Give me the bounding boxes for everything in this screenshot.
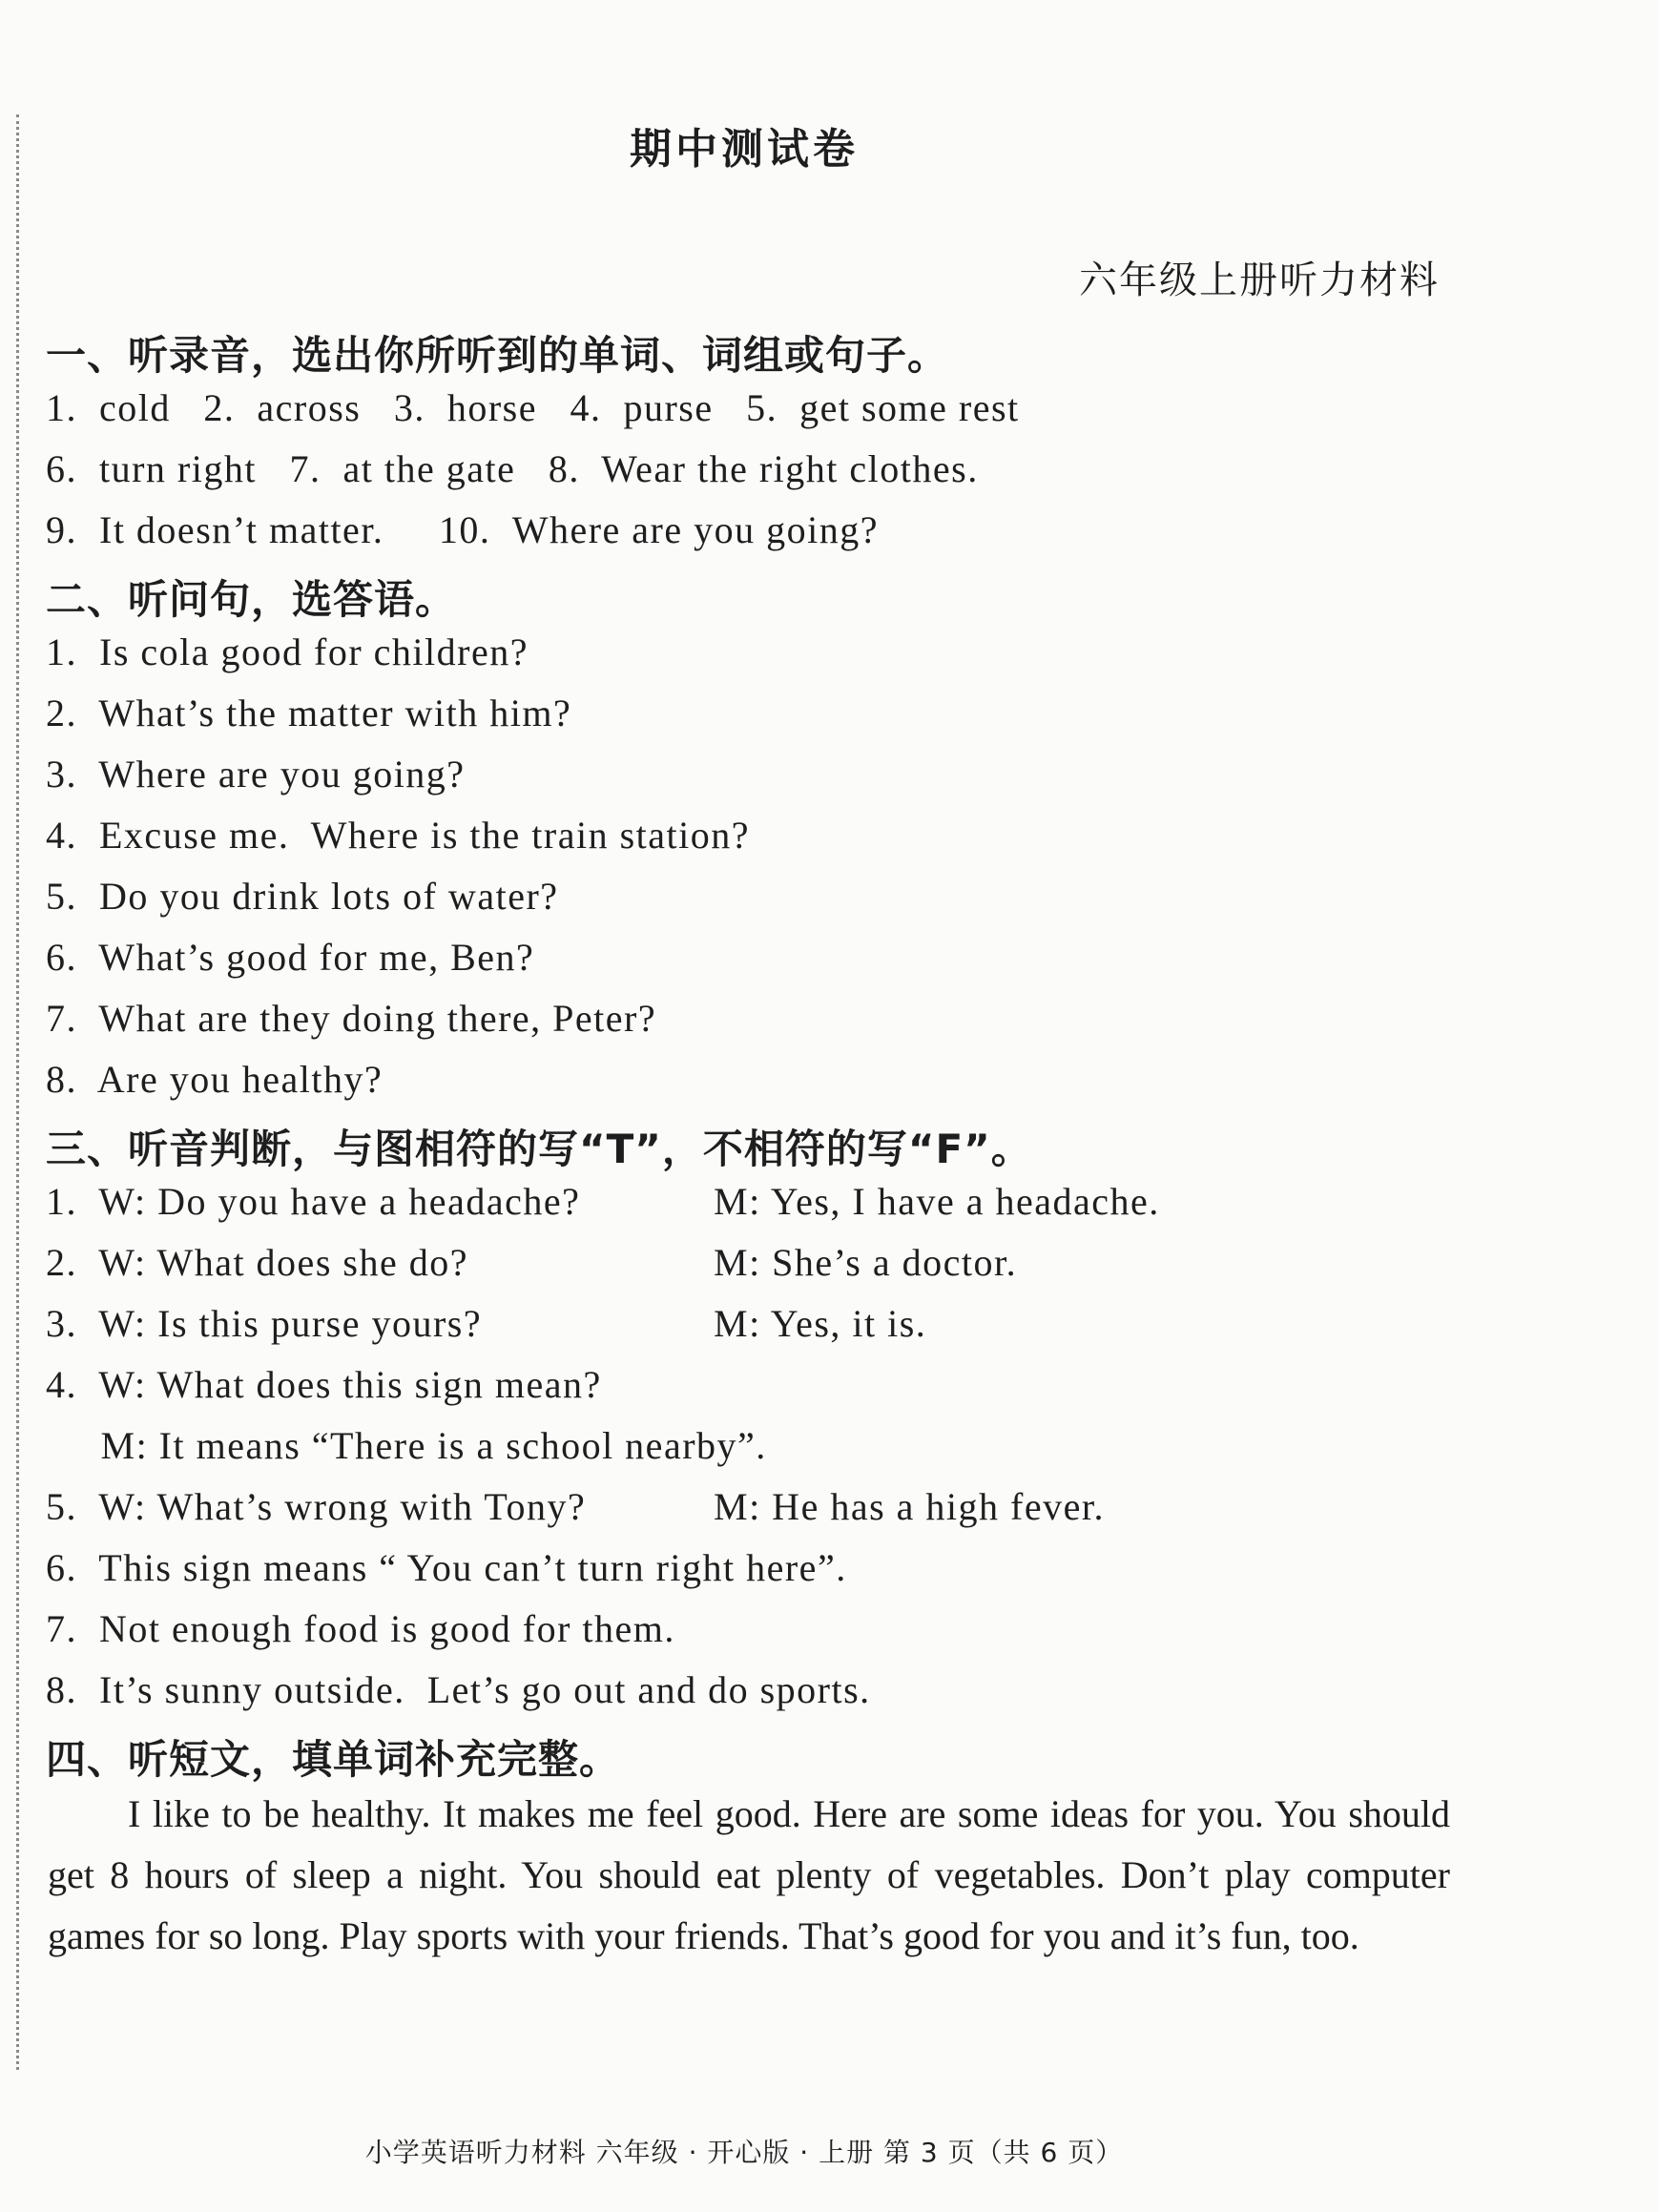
s3-line-3-m: M: Yes, it is.: [714, 1302, 927, 1345]
s2-line-1: 1. Is cola good for children?: [46, 631, 529, 673]
s4-paragraph: [48, 1784, 1450, 1967]
section-2-heading: 二、听问句，选答语。: [46, 576, 457, 623]
s3-line-5-w: 5. W: What’s wrong with Tony?: [46, 1485, 587, 1528]
s4-paragraph-text: I like to be healthy. It makes me feel good. Here are some ideas for you. You should get 8 hours of sleep a night. You should eat plenty of vegetables. Don’t play computer games for so long. Play sports with your friends. That’s good for you and it’s fun, too.: [48, 1792, 1450, 1957]
s2-line-6: 6. What’s good for me, Ben?: [46, 936, 535, 979]
page-footer: 小学英语听力材料 六年级 · 开心版 · 上册 第 3 页（共 6 页）: [364, 2137, 1124, 2168]
page-title: 期中测试卷: [630, 125, 859, 174]
s3-line-1-m: M: Yes, I have a headache.: [714, 1180, 1160, 1223]
s3-line-5-m: M: He has a high fever.: [714, 1485, 1105, 1528]
binding-margin-line: [16, 114, 19, 2070]
s3-line-6: 6. This sign means “ You can’t turn right here”.: [46, 1546, 847, 1589]
s3-line-4-m: M: It means “There is a school nearby”.: [46, 1424, 767, 1467]
s3-line-3-w: 3. W: Is this purse yours?: [46, 1302, 483, 1345]
s3-line-2-w: 2. W: What does she do?: [46, 1241, 468, 1284]
s2-line-4: 4. Excuse me. Where is the train station?: [46, 814, 750, 857]
section-1-heading: 一、听录音，选出你所听到的单词、词组或句子。: [46, 332, 949, 379]
section-3-heading: 三、听音判断，与图相符的写“T”，不相符的写“F”。: [46, 1126, 1032, 1172]
s2-line-2: 2. What’s the matter with him?: [46, 692, 572, 734]
page-subtitle: 六年级上册听力材料: [1079, 258, 1440, 302]
s2-line-3: 3. Where are you going?: [46, 753, 466, 796]
s3-line-8: 8. It’s sunny outside. Let’s go out and do sports.: [46, 1668, 871, 1711]
s2-line-5: 5. Do you drink lots of water?: [46, 875, 559, 918]
s3-line-4-w: 4. W: What does this sign mean?: [46, 1363, 602, 1406]
s3-line-1-w: 1. W: Do you have a headache?: [46, 1180, 581, 1223]
s1-line-3: 9. It doesn’t matter. 10. Where are you going?: [46, 508, 879, 551]
s1-line-2: 6. turn right 7. at the gate 8. Wear the right clothes.: [46, 447, 979, 490]
section-4-heading: 四、听短文，填单词补充完整。: [46, 1736, 621, 1783]
s3-line-2-m: M: She’s a doctor.: [714, 1241, 1018, 1284]
s1-line-1: 1. cold 2. across 3. horse 4. purse 5. get some rest: [46, 386, 1020, 429]
s2-line-8: 8. Are you healthy?: [46, 1058, 384, 1101]
s2-line-7: 7. What are they doing there, Peter?: [46, 997, 657, 1040]
s3-line-7: 7. Not enough food is good for them.: [46, 1607, 675, 1650]
